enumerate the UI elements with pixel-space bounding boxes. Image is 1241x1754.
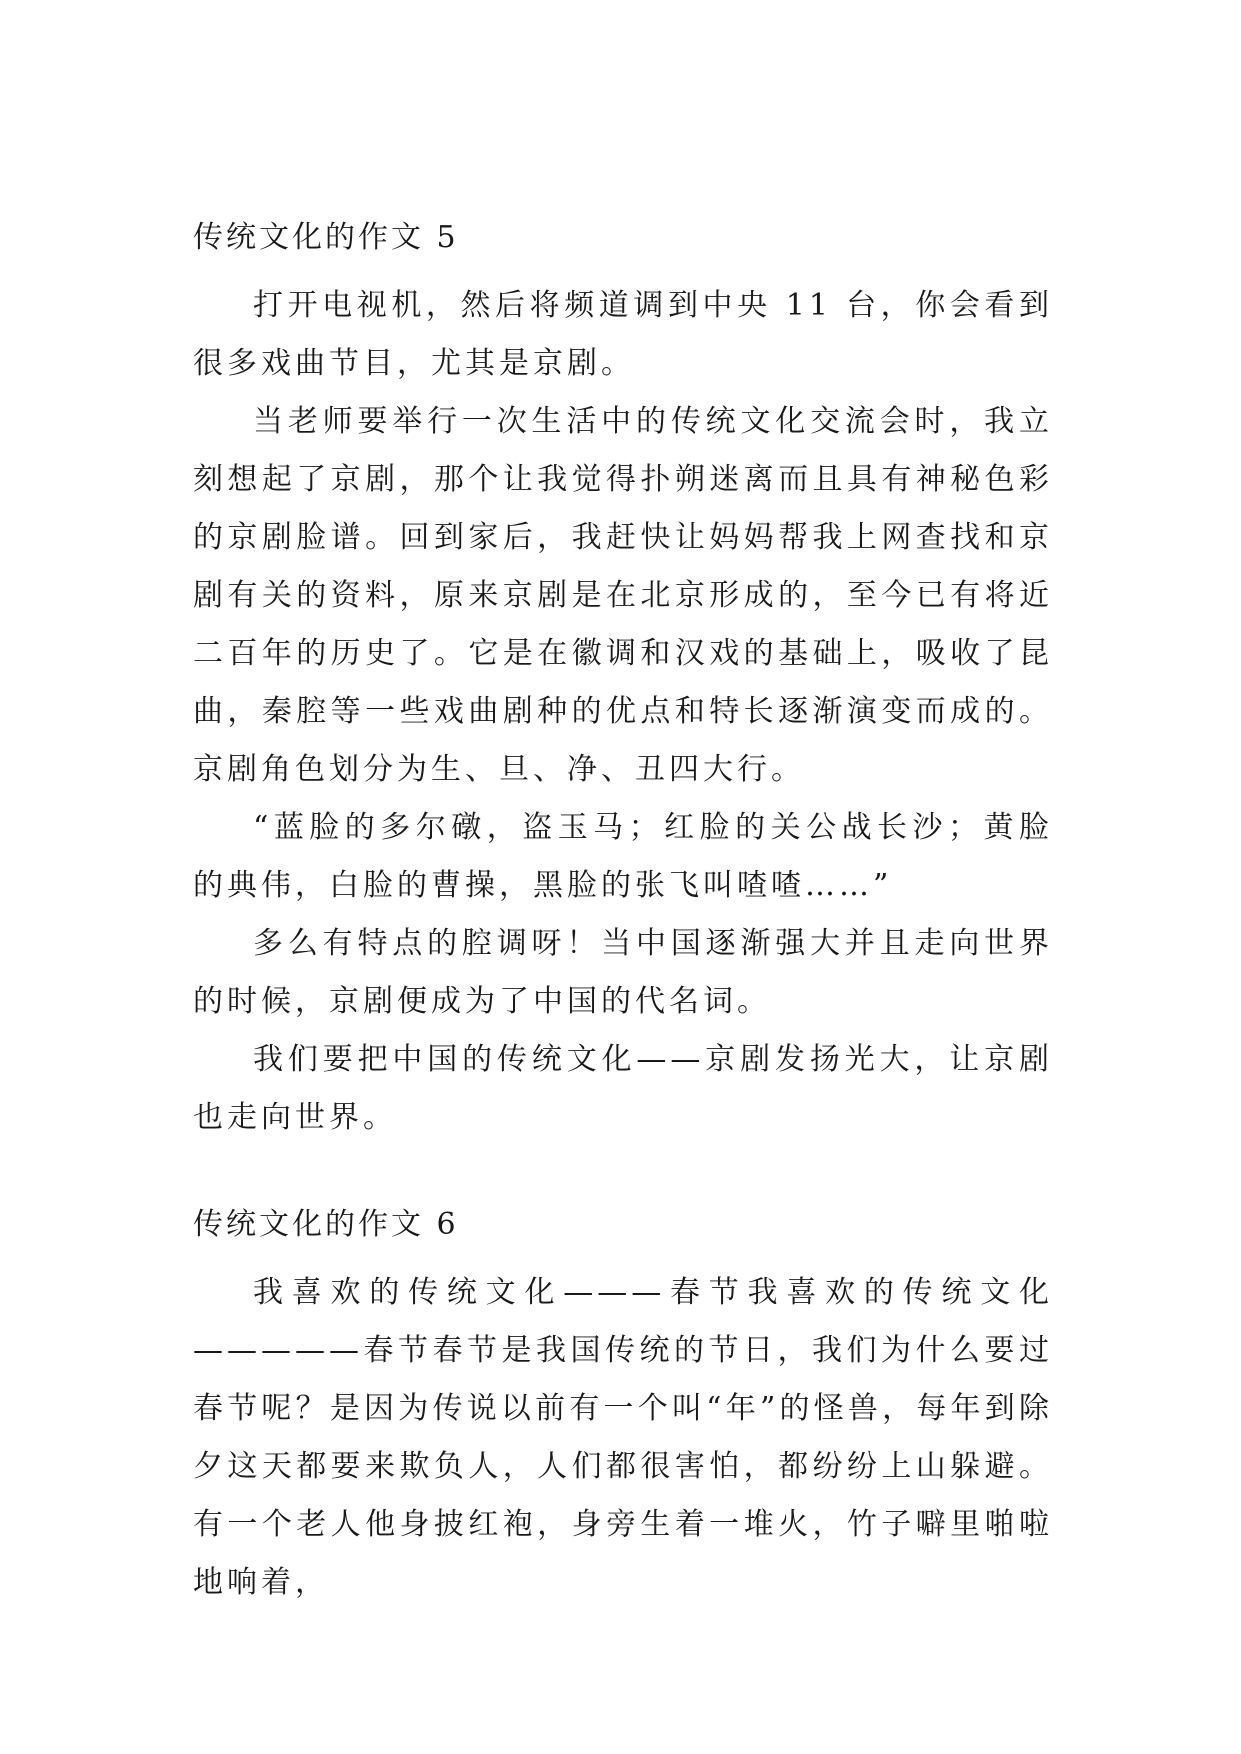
essay-paragraph: 我喜欢的传统文化———春节我喜欢的传统文化—————春节春节是我国传统的节日，我们为什么要过春节呢？是因为传说以前有一个叫“年”的怪兽，每年到除夕这天都要来欺负人，人们都很害怕，都纷纷上山躲避。有一个老人他身披红袍，身旁生着一堆火，竹子噼里啪啦地响着， — [193, 1275, 1053, 1600]
essay-section-6 — [193, 1205, 1053, 1612]
essay-paragraph: 多么有特点的腔调呀！当中国逐渐强大并且走向世界的时候，京剧便成为了中国的代名词。 — [193, 926, 1053, 1019]
document-page — [193, 218, 1053, 1612]
essay-title: 传统文化的作文 6 — [193, 1207, 459, 1242]
essay-paragraph: 当老师要举行一次生活中的传统文化交流会时，我立刻想起了京剧，那个让我觉得扑朔迷离而且具有神秘色彩的京剧脸谱。回到家后，我赶快让妈妈帮我上网查找和京剧有关的资料，原来京剧是在北京形成的，至今已有将近二百年的历史了。它是在徽调和汉戏的基础上，吸收了昆曲，秦腔等一些戏曲剧种的优点和特长逐渐演变而成的。京剧角色划分为生、旦、净、丑四大行。 — [193, 404, 1053, 787]
essay-paragraph: “蓝脸的多尔礅，盗玉马；红脸的关公战长沙；黄脸的典伟，白脸的曹操，黑脸的张飞叫喳喳……” — [193, 810, 1053, 903]
essay-section-5 — [193, 218, 1053, 1147]
essay-paragraph: 打开电视机，然后将频道调到中央 11 台，你会看到很多戏曲节目，尤其是京剧。 — [193, 288, 1053, 381]
essay-title: 传统文化的作文 5 — [193, 220, 459, 255]
essay-paragraph: 我们要把中国的传统文化——京剧发扬光大，让京剧也走向世界。 — [193, 1042, 1053, 1135]
